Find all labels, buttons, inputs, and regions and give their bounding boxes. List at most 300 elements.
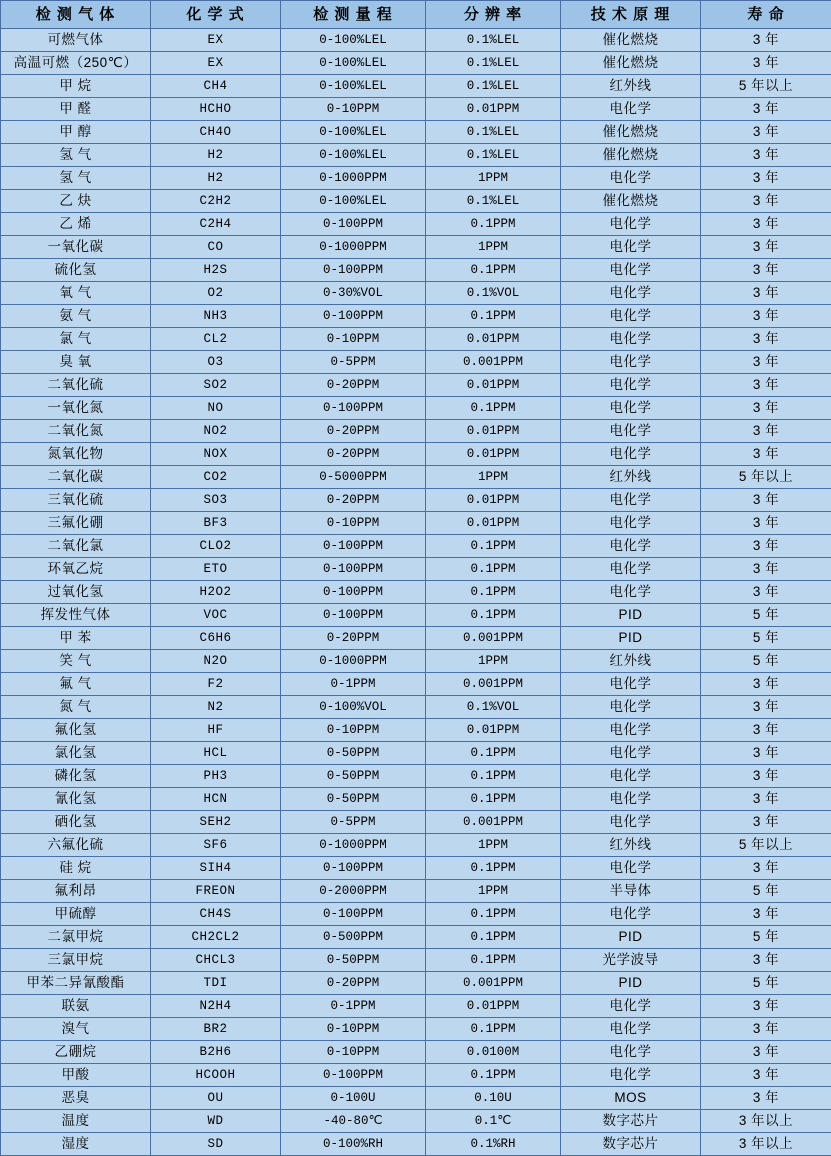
cell-principle: 电化学 [561,98,701,121]
cell-range: 0-1000PPM [281,834,426,857]
cell-resolution: 0.1%LEL [426,144,561,167]
cell-range: 0-50PPM [281,949,426,972]
table-body [1,29,831,1156]
cell-formula: CH2CL2 [151,926,281,949]
cell-principle: 电化学 [561,857,701,880]
cell-principle: 光学波导 [561,949,701,972]
cell-principle: 电化学 [561,1041,701,1064]
cell-gas-name: 氧 气 [1,282,151,305]
cell-lifetime: 3 年 [701,282,831,305]
cell-principle: 电化学 [561,673,701,696]
cell-principle: 电化学 [561,811,701,834]
cell-principle: 红外线 [561,650,701,673]
column-header-principle: 技 术 原 理 [561,1,701,29]
cell-formula: TDI [151,972,281,995]
cell-range: 0-100%LEL [281,29,426,52]
cell-resolution: 0.0100M [426,1041,561,1064]
cell-principle: 电化学 [561,282,701,305]
cell-resolution: 0.1PPM [426,788,561,811]
cell-resolution: 0.1PPM [426,305,561,328]
cell-formula: HCN [151,788,281,811]
cell-resolution: 0.1PPM [426,1064,561,1087]
cell-principle: 电化学 [561,535,701,558]
table-row [1,213,831,236]
cell-formula: H2 [151,167,281,190]
cell-principle: 电化学 [561,489,701,512]
cell-gas-name: 硅 烷 [1,857,151,880]
cell-range: 0-100PPM [281,305,426,328]
cell-formula: C2H4 [151,213,281,236]
cell-range: 0-2000PPM [281,880,426,903]
cell-principle: 催化燃烧 [561,144,701,167]
table-header-row [1,1,831,29]
table-row [1,857,831,880]
cell-principle: 半导体 [561,880,701,903]
cell-formula: OU [151,1087,281,1110]
cell-range: 0-100PPM [281,397,426,420]
cell-gas-name: 挥发性气体 [1,604,151,627]
cell-principle: 数字芯片 [561,1110,701,1133]
table-row [1,236,831,259]
cell-gas-name: 溴气 [1,1018,151,1041]
table-row [1,535,831,558]
cell-lifetime: 3 年 [701,236,831,259]
cell-lifetime: 3 年 [701,949,831,972]
cell-formula: SIH4 [151,857,281,880]
cell-lifetime: 3 年 [701,1087,831,1110]
table-row [1,1087,831,1110]
cell-range: 0-1000PPM [281,167,426,190]
cell-formula: WD [151,1110,281,1133]
cell-resolution: 0.1PPM [426,926,561,949]
cell-lifetime: 3 年 [701,535,831,558]
cell-range: 0-20PPM [281,420,426,443]
cell-principle: 电化学 [561,1018,701,1041]
cell-gas-name: 甲 醛 [1,98,151,121]
table-row [1,834,831,857]
table-row [1,558,831,581]
cell-lifetime: 3 年 [701,673,831,696]
cell-lifetime: 3 年 [701,351,831,374]
table-row [1,673,831,696]
cell-resolution: 0.01PPM [426,374,561,397]
cell-resolution: 0.1PPM [426,857,561,880]
cell-formula: CL2 [151,328,281,351]
cell-principle: 电化学 [561,788,701,811]
cell-range: 0-100PPM [281,581,426,604]
table-row [1,98,831,121]
cell-lifetime: 3 年 [701,811,831,834]
table-row [1,397,831,420]
cell-principle: 数字芯片 [561,1133,701,1156]
cell-lifetime: 3 年 [701,696,831,719]
cell-lifetime: 3 年 [701,719,831,742]
cell-resolution: 0.1%LEL [426,121,561,144]
cell-resolution: 0.1PPM [426,742,561,765]
cell-formula: B2H6 [151,1041,281,1064]
cell-range: 0-100PPM [281,903,426,926]
cell-principle: 电化学 [561,742,701,765]
cell-formula: CH4 [151,75,281,98]
cell-range: 0-100PPM [281,213,426,236]
cell-gas-name: 二氧化硫 [1,374,151,397]
cell-lifetime: 3 年 [701,558,831,581]
cell-resolution: 0.1%LEL [426,52,561,75]
table-row [1,1110,831,1133]
table-row [1,627,831,650]
cell-lifetime: 5 年 [701,627,831,650]
table-row [1,811,831,834]
cell-principle: 电化学 [561,167,701,190]
cell-formula: H2O2 [151,581,281,604]
cell-principle: 电化学 [561,512,701,535]
table-row [1,443,831,466]
cell-gas-name: 三氧化硫 [1,489,151,512]
cell-gas-name: 湿度 [1,1133,151,1156]
table-row [1,466,831,489]
cell-lifetime: 3 年 [701,765,831,788]
cell-formula: BR2 [151,1018,281,1041]
cell-formula: CO [151,236,281,259]
cell-principle: 电化学 [561,696,701,719]
cell-resolution: 0.1%VOL [426,696,561,719]
cell-formula: VOC [151,604,281,627]
cell-gas-name: 氮氧化物 [1,443,151,466]
cell-range: 0-10PPM [281,512,426,535]
cell-lifetime: 3 年 [701,144,831,167]
cell-formula: SD [151,1133,281,1156]
cell-resolution: 0.1%LEL [426,75,561,98]
cell-lifetime: 3 年 [701,1041,831,1064]
cell-lifetime: 3 年 [701,512,831,535]
cell-resolution: 0.01PPM [426,443,561,466]
cell-lifetime: 3 年 [701,397,831,420]
cell-formula: H2 [151,144,281,167]
table-row [1,788,831,811]
cell-range: -40-80℃ [281,1110,426,1133]
cell-lifetime: 3 年 [701,489,831,512]
cell-formula: SEH2 [151,811,281,834]
cell-range: 0-10PPM [281,1018,426,1041]
cell-range: 0-1PPM [281,673,426,696]
column-header-formula: 化 学 式 [151,1,281,29]
cell-range: 0-10PPM [281,719,426,742]
cell-resolution: 0.1PPM [426,535,561,558]
table-row [1,75,831,98]
cell-range: 0-50PPM [281,742,426,765]
cell-formula: N2H4 [151,995,281,1018]
cell-range: 0-5PPM [281,351,426,374]
cell-principle: 电化学 [561,719,701,742]
cell-range: 0-50PPM [281,788,426,811]
cell-range: 0-100PPM [281,604,426,627]
cell-resolution: 0.1PPM [426,558,561,581]
cell-principle: MOS [561,1087,701,1110]
cell-gas-name: 氟化氢 [1,719,151,742]
cell-range: 0-100PPM [281,259,426,282]
cell-resolution: 0.1%VOL [426,282,561,305]
table-row [1,1133,831,1156]
cell-lifetime: 5 年 [701,650,831,673]
cell-range: 0-100PPM [281,535,426,558]
cell-resolution: 0.1PPM [426,604,561,627]
table-row [1,903,831,926]
cell-gas-name: 二氧化碳 [1,466,151,489]
cell-lifetime: 3 年 [701,1018,831,1041]
cell-resolution: 1PPM [426,466,561,489]
table-row [1,1018,831,1041]
cell-formula: O2 [151,282,281,305]
cell-resolution: 0.01PPM [426,98,561,121]
cell-principle: 电化学 [561,1064,701,1087]
cell-resolution: 0.1%LEL [426,190,561,213]
cell-formula: H2S [151,259,281,282]
cell-formula: SF6 [151,834,281,857]
cell-lifetime: 3 年 [701,857,831,880]
cell-range: 0-20PPM [281,627,426,650]
cell-formula: BF3 [151,512,281,535]
table-row [1,972,831,995]
table-row [1,121,831,144]
cell-lifetime: 3 年 [701,213,831,236]
cell-lifetime: 3 年 [701,443,831,466]
cell-range: 0-100U [281,1087,426,1110]
cell-resolution: 1PPM [426,167,561,190]
cell-resolution: 0.1%RH [426,1133,561,1156]
cell-gas-name: 氢 气 [1,144,151,167]
table-row [1,167,831,190]
column-header-resolution: 分 辨 率 [426,1,561,29]
table-row [1,696,831,719]
cell-lifetime: 3 年 [701,788,831,811]
cell-resolution: 0.01PPM [426,420,561,443]
cell-range: 0-100%RH [281,1133,426,1156]
cell-gas-name: 臭 氧 [1,351,151,374]
column-header-lifetime: 寿 命 [701,1,831,29]
table-row [1,305,831,328]
cell-formula: HCOOH [151,1064,281,1087]
cell-gas-name: 甲苯二异氰酸酯 [1,972,151,995]
cell-gas-name: 乙 炔 [1,190,151,213]
table-row [1,581,831,604]
cell-lifetime: 3 年 [701,259,831,282]
cell-principle: 电化学 [561,259,701,282]
cell-formula: CHCL3 [151,949,281,972]
cell-formula: N2 [151,696,281,719]
cell-principle: 电化学 [561,351,701,374]
cell-principle: 催化燃烧 [561,121,701,144]
cell-resolution: 0.1PPM [426,581,561,604]
cell-range: 0-100%LEL [281,144,426,167]
column-header-range: 检 测 量 程 [281,1,426,29]
cell-range: 0-10PPM [281,1041,426,1064]
cell-formula: F2 [151,673,281,696]
cell-resolution: 0.1PPM [426,397,561,420]
cell-resolution: 0.1%LEL [426,29,561,52]
cell-resolution: 0.001PPM [426,811,561,834]
cell-gas-name: 氢 气 [1,167,151,190]
cell-gas-name: 甲硫醇 [1,903,151,926]
cell-gas-name: 联氨 [1,995,151,1018]
table-row [1,52,831,75]
cell-range: 0-10PPM [281,98,426,121]
cell-resolution: 0.1PPM [426,765,561,788]
cell-principle: 电化学 [561,443,701,466]
table-row [1,512,831,535]
table-row [1,1064,831,1087]
cell-lifetime: 3 年 [701,190,831,213]
cell-gas-name: 氟 气 [1,673,151,696]
cell-range: 0-10PPM [281,328,426,351]
cell-gas-name: 二氧化氯 [1,535,151,558]
cell-formula: N2O [151,650,281,673]
cell-lifetime: 3 年 [701,903,831,926]
cell-formula: CH4O [151,121,281,144]
table-row [1,604,831,627]
cell-lifetime: 5 年 [701,926,831,949]
table-row [1,259,831,282]
cell-principle: 电化学 [561,765,701,788]
cell-principle: 电化学 [561,581,701,604]
cell-resolution: 0.01PPM [426,512,561,535]
cell-gas-name: 硒化氢 [1,811,151,834]
cell-resolution: 1PPM [426,880,561,903]
cell-formula: EX [151,29,281,52]
table-row [1,880,831,903]
cell-gas-name: 过氧化氢 [1,581,151,604]
cell-formula: O3 [151,351,281,374]
cell-gas-name: 恶臭 [1,1087,151,1110]
cell-formula: C2H2 [151,190,281,213]
table-row [1,1041,831,1064]
cell-gas-name: 环氧乙烷 [1,558,151,581]
cell-lifetime: 3 年 [701,121,831,144]
cell-gas-name: 氮 气 [1,696,151,719]
cell-gas-name: 氰化氢 [1,788,151,811]
cell-resolution: 1PPM [426,236,561,259]
table-row [1,489,831,512]
cell-resolution: 0.01PPM [426,328,561,351]
cell-formula: SO3 [151,489,281,512]
cell-formula: PH3 [151,765,281,788]
cell-formula: ETO [151,558,281,581]
cell-resolution: 0.001PPM [426,972,561,995]
cell-resolution: 0.01PPM [426,719,561,742]
cell-lifetime: 3 年 [701,374,831,397]
cell-gas-name: 甲 醇 [1,121,151,144]
cell-range: 0-20PPM [281,443,426,466]
table-row [1,995,831,1018]
cell-formula: SO2 [151,374,281,397]
cell-resolution: 0.001PPM [426,351,561,374]
cell-range: 0-50PPM [281,765,426,788]
cell-range: 0-5PPM [281,811,426,834]
cell-lifetime: 5 年以上 [701,466,831,489]
cell-principle: 电化学 [561,305,701,328]
cell-resolution: 0.1PPM [426,949,561,972]
cell-range: 0-1000PPM [281,650,426,673]
cell-resolution: 0.001PPM [426,627,561,650]
cell-principle: 电化学 [561,374,701,397]
table-row [1,949,831,972]
cell-range: 0-100%VOL [281,696,426,719]
cell-lifetime: 3 年以上 [701,1110,831,1133]
cell-gas-name: 乙 烯 [1,213,151,236]
cell-lifetime: 3 年以上 [701,1133,831,1156]
cell-range: 0-100PPM [281,857,426,880]
cell-principle: 电化学 [561,903,701,926]
cell-principle: PID [561,604,701,627]
table-header [1,1,831,29]
cell-gas-name: 二氯甲烷 [1,926,151,949]
cell-range: 0-500PPM [281,926,426,949]
cell-gas-name: 可燃气体 [1,29,151,52]
cell-range: 0-100%LEL [281,52,426,75]
cell-resolution: 0.1PPM [426,213,561,236]
cell-principle: PID [561,926,701,949]
cell-principle: 催化燃烧 [561,52,701,75]
cell-lifetime: 3 年 [701,581,831,604]
cell-gas-name: 高温可燃（250℃） [1,52,151,75]
cell-formula: CO2 [151,466,281,489]
cell-gas-name: 甲酸 [1,1064,151,1087]
table-row [1,926,831,949]
cell-gas-name: 三氯甲烷 [1,949,151,972]
cell-lifetime: 3 年 [701,167,831,190]
cell-gas-name: 一氧化碳 [1,236,151,259]
cell-resolution: 0.01PPM [426,995,561,1018]
table-row [1,282,831,305]
cell-principle: 红外线 [561,834,701,857]
cell-range: 0-100PPM [281,558,426,581]
table-row [1,328,831,351]
cell-range: 0-1PPM [281,995,426,1018]
cell-principle: 电化学 [561,397,701,420]
cell-lifetime: 5 年以上 [701,834,831,857]
cell-resolution: 0.001PPM [426,673,561,696]
cell-gas-name: 二氧化氮 [1,420,151,443]
column-header-gas: 检 测 气 体 [1,1,151,29]
cell-formula: HCL [151,742,281,765]
cell-resolution: 0.01PPM [426,489,561,512]
cell-principle: 电化学 [561,213,701,236]
cell-range: 0-30%VOL [281,282,426,305]
cell-formula: NO [151,397,281,420]
cell-resolution: 1PPM [426,834,561,857]
cell-formula: FREON [151,880,281,903]
cell-principle: PID [561,972,701,995]
cell-range: 0-5000PPM [281,466,426,489]
cell-lifetime: 5 年以上 [701,75,831,98]
cell-formula: HCHO [151,98,281,121]
table-row [1,742,831,765]
cell-formula: CLO2 [151,535,281,558]
cell-formula: NH3 [151,305,281,328]
cell-gas-name: 氯 气 [1,328,151,351]
cell-gas-name: 硫化氢 [1,259,151,282]
cell-range: 0-100%LEL [281,190,426,213]
cell-range: 0-100PPM [281,1064,426,1087]
cell-gas-name: 六氟化硫 [1,834,151,857]
table-row [1,351,831,374]
table-row [1,420,831,443]
cell-resolution: 0.1PPM [426,259,561,282]
table-row [1,765,831,788]
table-row [1,144,831,167]
cell-lifetime: 3 年 [701,420,831,443]
cell-resolution: 0.1PPM [426,1018,561,1041]
cell-lifetime: 3 年 [701,1064,831,1087]
